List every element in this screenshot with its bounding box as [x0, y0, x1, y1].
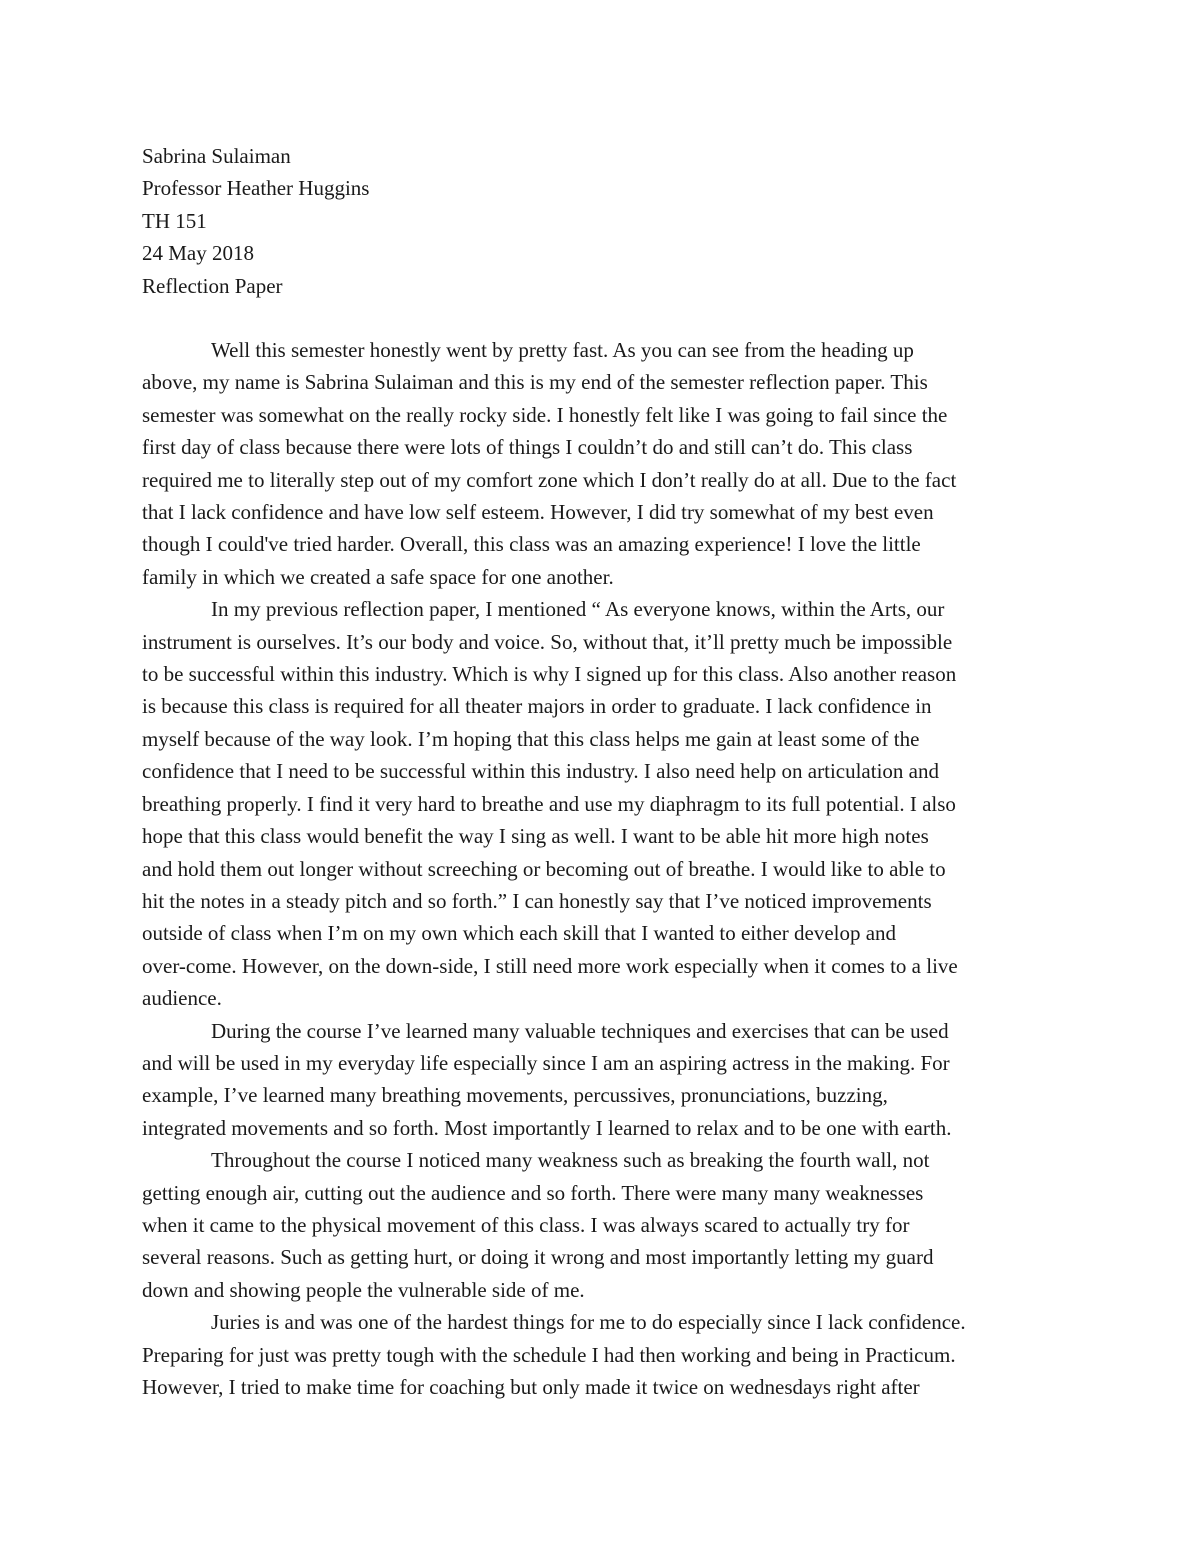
text-line: to be successful within this industry. Which is why I signed up for this class. Also another reason: [142, 662, 957, 687]
paragraph-4: [142, 1144, 1072, 1306]
text-line: and hold them out longer without screeching or becoming out of breathe. I would like to able to: [142, 856, 946, 881]
text-line: above, my name is Sabrina Sulaiman and this is my end of the semester reflection paper. This: [142, 370, 928, 395]
paragraph-5: [142, 1306, 1072, 1403]
text-line: family in which we created a safe space for one another.: [142, 564, 614, 589]
text-line: instrument is ourselves. It’s our body and voice. So, without that, it’ll pretty much be impossible: [142, 629, 953, 654]
text-line: In my previous reflection paper, I mentioned “ As everyone knows, within the Arts, our: [211, 597, 945, 622]
paragraph-3: [142, 1015, 1072, 1145]
text-line: semester was somewhat on the really rocky side. I honestly felt like I was going to fail since the: [142, 402, 948, 427]
text-line: down and showing people the vulnerable side of me.: [142, 1277, 585, 1302]
paper-body: [142, 334, 1072, 1403]
paper-title: Reflection Paper: [142, 273, 283, 298]
text-line: first day of class because there were lots of things I couldn’t do and still can’t do. This class: [142, 435, 913, 460]
text-line: myself because of the way look. I’m hoping that this class helps me gain at least some of the: [142, 726, 920, 751]
text-line: several reasons. Such as getting hurt, or doing it wrong and most importantly letting my guard: [142, 1245, 934, 1270]
text-line: breathing properly. I find it very hard to breathe and use my diaphragm to its full potential. I also: [142, 791, 956, 816]
mla-heading: [142, 140, 1072, 302]
text-line: Throughout the course I noticed many weakness such as breaking the fourth wall, not: [211, 1148, 930, 1173]
text-line: confidence that I need to be successful within this industry. I also need help on articulation and: [142, 759, 939, 784]
text-line: integrated movements and so forth. Most importantly I learned to relax and to be one with earth.: [142, 1115, 952, 1140]
text-line: that I lack confidence and have low self esteem. However, I did try somewhat of my best even: [142, 500, 934, 525]
text-line: getting enough air, cutting out the audience and so forth. There were many many weaknesses: [142, 1180, 924, 1205]
course-code: TH 151: [142, 208, 207, 233]
professor-name: Professor Heather Huggins: [142, 176, 370, 201]
text-line: However, I tried to make time for coaching but only made it twice on wednesdays right after: [142, 1375, 920, 1399]
text-line: Preparing for just was pretty tough with the schedule I had then working and being in Practicum.: [142, 1342, 956, 1367]
text-line: though I could've tried harder. Overall, this class was an amazing experience! I love the little: [142, 532, 921, 557]
text-line: hit the notes in a steady pitch and so forth.” I can honestly say that I’ve noticed improvements: [142, 888, 932, 913]
text-line: over-come. However, on the down-side, I still need more work especially when it comes to a live: [142, 953, 958, 978]
text-line: audience.: [142, 986, 222, 1011]
text-line: when it came to the physical movement of this class. I was always scared to actually try for: [142, 1212, 910, 1237]
text-line: is because this class is required for all theater majors in order to graduate. I lack confidence in: [142, 694, 932, 719]
paragraph-2: [142, 593, 1072, 1014]
text-line: Well this semester honestly went by pretty fast. As you can see from the heading up: [211, 338, 914, 362]
student-name: Sabrina Sulaiman: [142, 144, 291, 168]
text-line: outside of class when I’m on my own which each skill that I wanted to either develop and: [142, 921, 897, 946]
text-line: During the course I’ve learned many valuable techniques and exercises that can be used: [211, 1018, 949, 1043]
paper-date: 24 May 2018: [142, 241, 254, 266]
text-line: required me to literally step out of my comfort zone which I don’t really do at all. Due to the fact: [142, 467, 957, 492]
text-line: Juries is and was one of the hardest things for me to do especially since I lack confidence.: [211, 1310, 966, 1335]
text-line: example, I’ve learned many breathing movements, percussives, pronunciations, buzzing,: [142, 1083, 888, 1108]
text-line: and will be used in my everyday life especially since I am an aspiring actress in the making. For: [142, 1050, 950, 1075]
text-line: hope that this class would benefit the way I sing as well. I want to be able hit more high notes: [142, 824, 929, 849]
paragraph-1: [142, 334, 1072, 593]
